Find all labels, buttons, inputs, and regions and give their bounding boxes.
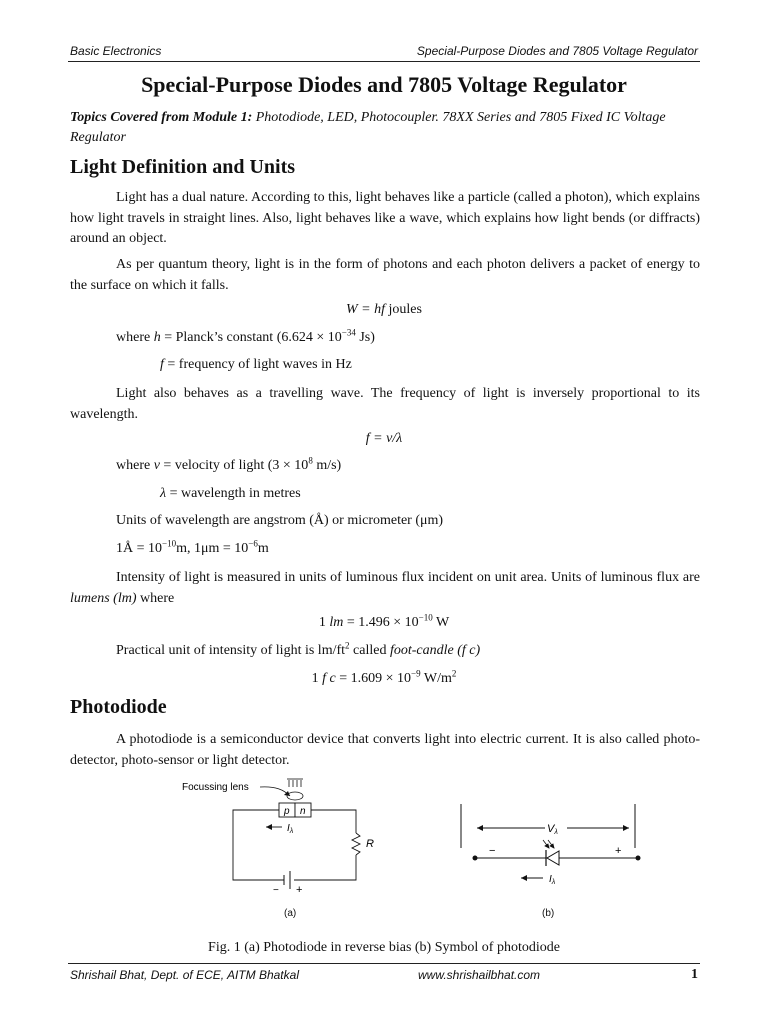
equation-energy bbox=[0, 302, 768, 318]
section-heading-photodiode: Photodiode bbox=[70, 696, 167, 718]
eq-energy-lhs: W = hf bbox=[346, 302, 386, 317]
practical-exp: 2 bbox=[345, 640, 350, 651]
battery-minus: − bbox=[273, 885, 279, 896]
footer-author: Shrishail Bhat, Dept. of ECE, AITM Bhatkal bbox=[70, 968, 299, 982]
equation-lumen bbox=[0, 612, 768, 631]
units-wavelength: Units of wavelength are angstrom (Å) or micrometer (μm) bbox=[116, 513, 444, 528]
where-h-var: h bbox=[153, 330, 161, 345]
footer-website[interactable]: www.shrishailbhat.com bbox=[418, 968, 541, 982]
lambda-def: = wavelength in metres bbox=[166, 486, 301, 501]
page-number: 1 bbox=[691, 967, 698, 982]
practical-unit bbox=[116, 640, 481, 659]
photodiode-symbol-figure bbox=[455, 802, 645, 890]
where-h-exp: −34 bbox=[341, 327, 356, 338]
practical-fc: foot-candle (f c) bbox=[389, 643, 481, 658]
eq4-exp2: 2 bbox=[451, 668, 457, 679]
paragraph-quantum: As per quantum theory, light is in the form of photons and each photon delivers a packet of energy to the surface on which it falls. bbox=[70, 257, 700, 293]
incident-light-icon bbox=[287, 779, 303, 787]
practical-b: called bbox=[349, 643, 390, 658]
voltage-arrow-left-head bbox=[477, 825, 483, 831]
eq4-exp: −9 bbox=[411, 668, 421, 679]
footer-rule bbox=[68, 963, 700, 964]
where-v-pre: where bbox=[116, 458, 154, 473]
unit-conversion bbox=[116, 538, 269, 557]
where-v-mid: = velocity of light (3 × 10 bbox=[159, 458, 309, 473]
p-label: p bbox=[284, 806, 290, 817]
symbol-plus: + bbox=[615, 845, 622, 857]
p4-lumens: lumens (lm) bbox=[70, 590, 137, 606]
f-def: = frequency of light waves in Hz bbox=[163, 357, 352, 372]
page-title: Special-Purpose Diodes and 7805 Voltage Regulator bbox=[141, 72, 627, 97]
where-h-mid: = Planck’s constant (6.624 × 10 bbox=[160, 330, 342, 345]
topics-covered bbox=[70, 108, 700, 148]
current-label: $I_\lambda$ bbox=[287, 823, 294, 835]
where-planck bbox=[116, 327, 375, 346]
lambda-var: λ bbox=[160, 486, 167, 501]
p4-b: where bbox=[136, 590, 175, 606]
eq3-b: = 1.496 × 10 bbox=[343, 615, 419, 630]
paragraph-intensity bbox=[70, 568, 700, 609]
paragraph-dual-nature: Light has a dual nature. According to this, light behaves like a particle (called a photon), which explains how light travels in straight lines. Also, light behaves like a wave, which explains how light bends (or diffracts) around an object. bbox=[70, 190, 700, 246]
where-h-pre: where bbox=[116, 330, 154, 345]
figure-caption: Fig. 1 (a) Photodiode in reverse bias (b) Symbol of photodiode bbox=[208, 940, 560, 955]
diode-symbol-icon bbox=[547, 851, 559, 865]
header-left: Basic Electronics bbox=[70, 44, 162, 58]
symbol-minus: − bbox=[489, 845, 496, 857]
practical-a: Practical unit of intensity of light is lm/ft bbox=[116, 643, 346, 658]
where-v-post: m/s) bbox=[312, 458, 342, 473]
photodiode-circuit-figure bbox=[172, 776, 382, 896]
eq3-a: 1 bbox=[318, 615, 330, 630]
section-heading-light: Light Definition and Units bbox=[70, 156, 296, 178]
paragraph-wave: Light also behaves as a travelling wave. The frequency of light is inversely proportional to its wavelength. bbox=[70, 386, 700, 422]
where-v-var: v bbox=[153, 458, 160, 473]
eq3-lm: lm bbox=[329, 615, 344, 630]
eq4-c: W/m bbox=[420, 671, 452, 686]
header-right: Special-Purpose Diodes and 7805 Voltage Regulator bbox=[416, 44, 698, 58]
where-frequency bbox=[160, 357, 352, 373]
current-arrow-head bbox=[266, 824, 272, 830]
where-velocity bbox=[116, 455, 342, 474]
lens-icon bbox=[287, 792, 303, 800]
conv-b-exp: −6 bbox=[248, 538, 258, 549]
focussing-lens-label: Focussing lens bbox=[182, 782, 249, 793]
resistor-icon bbox=[352, 833, 360, 855]
equation-frequency: f = v/λ bbox=[365, 431, 403, 446]
eq4-b: = 1.609 × 10 bbox=[335, 671, 412, 686]
battery-plus: + bbox=[296, 884, 303, 896]
symbol-current-label: $I_\lambda$ bbox=[549, 874, 556, 886]
voltage-label: Vλ bbox=[547, 823, 558, 836]
where-h-post: Js) bbox=[355, 330, 375, 345]
f-var: f bbox=[160, 357, 164, 372]
where-v-exp: 8 bbox=[308, 455, 313, 466]
voltage-arrow-right-head bbox=[623, 825, 629, 831]
eq4-fc: f c bbox=[322, 671, 336, 686]
conv-c: m bbox=[257, 541, 269, 556]
resistor-label: R bbox=[366, 838, 374, 850]
figure-b-label: (b) bbox=[542, 908, 555, 919]
eq-energy-unit: joules bbox=[385, 302, 422, 317]
topics-label: Topics Covered from Module 1: bbox=[70, 110, 253, 125]
paragraph-photodiode: A photodiode is a semiconductor device that converts light into electric current. It is also called photo-detector, photo-sensor or light detector. bbox=[70, 732, 700, 768]
wire-right-bottom bbox=[294, 855, 356, 880]
where-wavelength bbox=[160, 486, 301, 502]
conv-a: 1Å = 10 bbox=[116, 541, 163, 556]
symbol-current-arrow-head bbox=[521, 875, 527, 881]
topics-text: Photodiode, LED, Photocoupler. 78XX Series and 7805 Fixed IC Voltage Regulator bbox=[70, 110, 666, 145]
eq3-exp: −10 bbox=[418, 612, 433, 623]
eq4-a: 1 bbox=[311, 671, 323, 686]
wire-right-top bbox=[311, 810, 356, 833]
eq3-c: W bbox=[432, 615, 450, 630]
figure-a-label: (a) bbox=[284, 908, 297, 919]
equation-foot-candle bbox=[0, 668, 768, 687]
conv-a-exp: −10 bbox=[162, 538, 177, 549]
light-arrows-icon bbox=[543, 840, 554, 848]
header-rule bbox=[68, 61, 700, 62]
p4-a: Intensity of light is measured in units of luminous flux incident on unit area. Units of luminous flux are bbox=[116, 570, 700, 585]
conv-b: m, 1μm = 10 bbox=[176, 541, 249, 556]
n-label: n bbox=[300, 806, 306, 817]
wire-left bbox=[233, 810, 284, 880]
